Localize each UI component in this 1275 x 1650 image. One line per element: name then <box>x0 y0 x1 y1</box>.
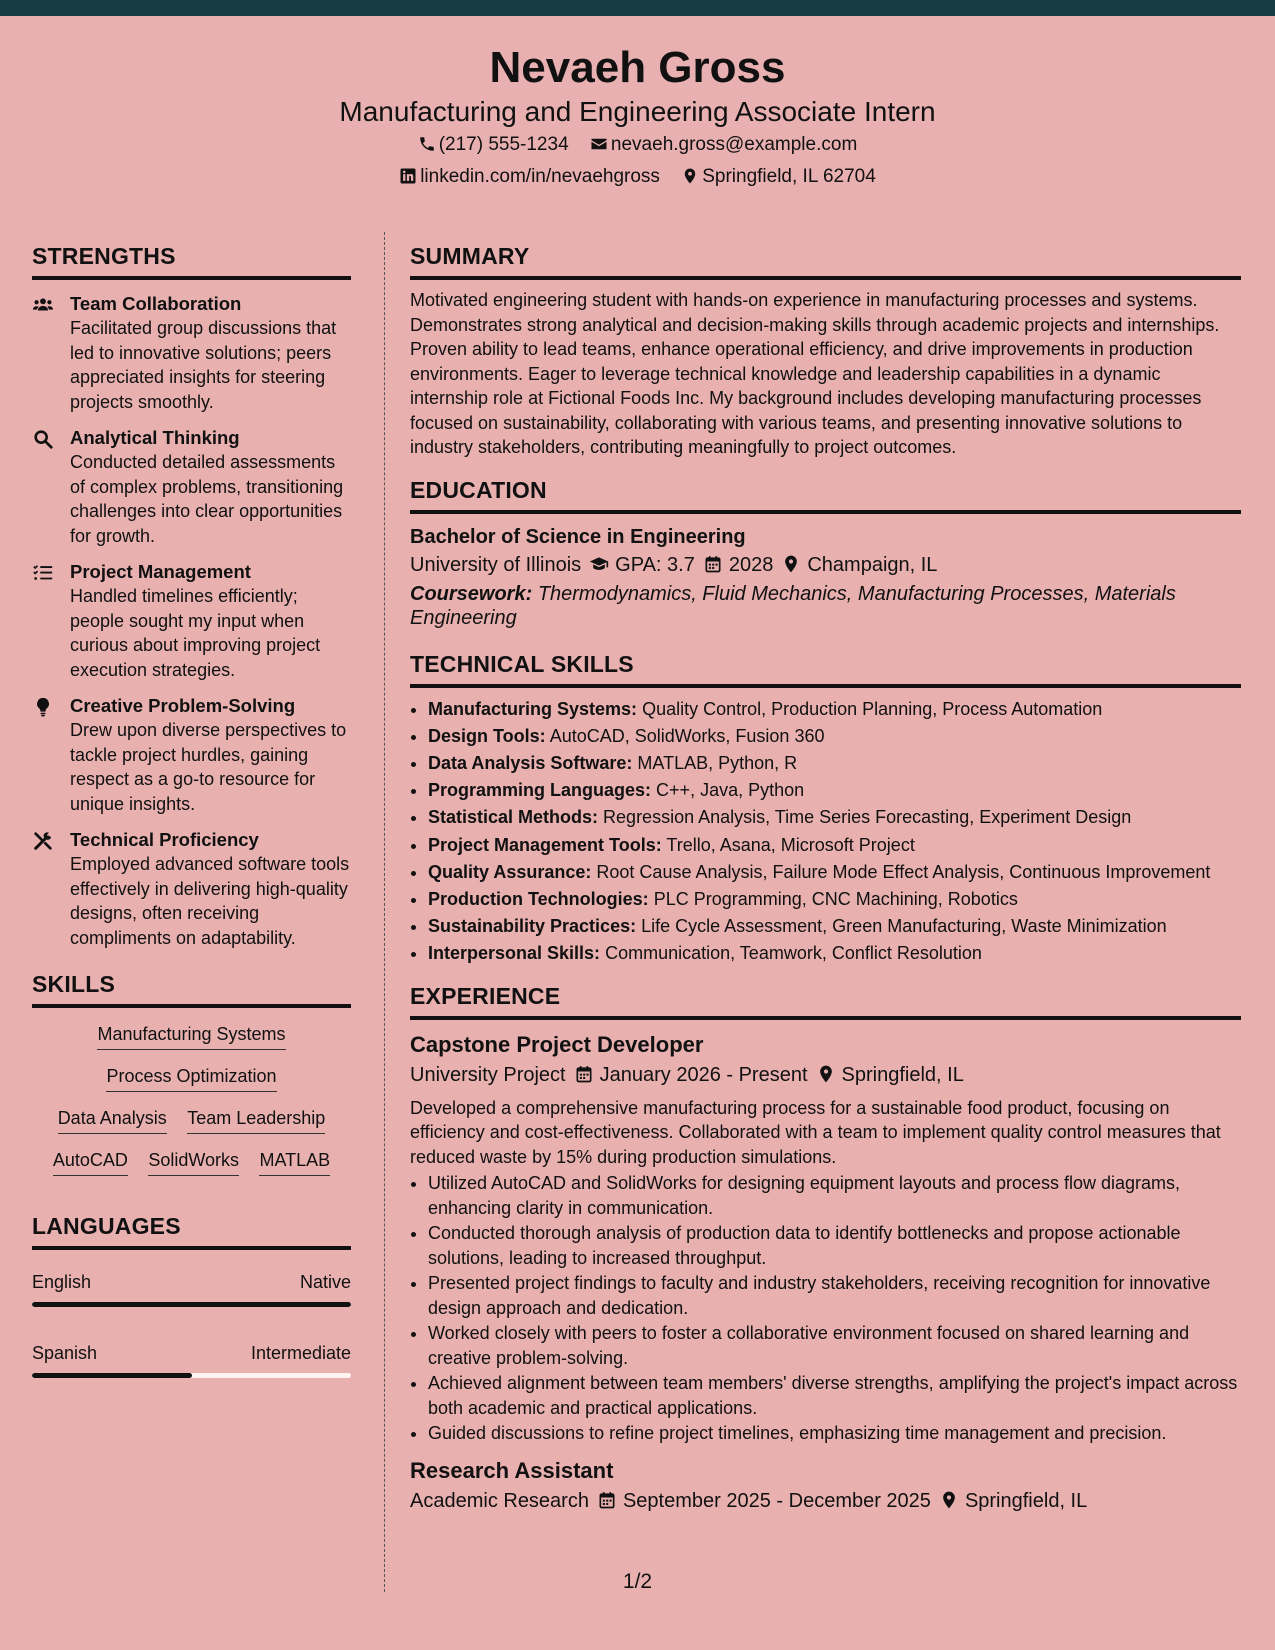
job-org: Academic Research <box>410 1489 589 1512</box>
contact-line-2 <box>0 161 1275 193</box>
job-meta <box>410 1486 1241 1516</box>
list-item <box>428 804 1241 831</box>
language-bar <box>32 1302 351 1307</box>
job-meta <box>410 1060 1241 1090</box>
technical-skills-heading: TECHNICAL SKILLS <box>410 648 1241 688</box>
strength-desc: Employed advanced software tools effectively in delivering high-quality designs, often receiving compliments on adaptability. <box>70 854 350 948</box>
linkedin-contact[interactable] <box>399 166 665 187</box>
email-contact[interactable] <box>590 134 857 155</box>
job-dates: January 2026 - Present <box>599 1063 808 1086</box>
envelope-icon <box>590 135 608 153</box>
language-level: Intermediate <box>250 1343 351 1363</box>
list-item: • Achieved alignment between team members' diverse strengths, amplifying the project's impact across both academic and practical applications. <box>428 1371 1241 1420</box>
job-description: Developed a comprehensive manufacturing process for a sustainable food product, focusing on efficiency and cost-effectiveness. Collaborated with a team to implement quality control measures that reduced waste by 15% during production simulations. <box>410 1097 1221 1167</box>
skill-label: Interpersonal Skills: <box>428 943 601 964</box>
strength-desc: Handled timelines efficiently; people sought my input when curious about improving project execution strategies. <box>70 586 321 680</box>
job-dates: September 2025 - December 2025 <box>622 1489 931 1512</box>
calendar-icon <box>597 1490 617 1510</box>
education-gpa: GPA: 3.7 <box>615 553 695 576</box>
calendar-icon <box>574 1064 594 1084</box>
strength-item <box>32 292 351 414</box>
job-entry <box>410 1030 1241 1446</box>
list-item <box>428 723 1241 750</box>
left-column <box>32 240 351 1378</box>
strength-item <box>32 426 351 548</box>
strength-item <box>32 560 351 682</box>
email-text[interactable]: nevaeh.gross@example.com <box>610 134 858 156</box>
strengths-heading: STRENGTHS <box>32 240 351 280</box>
job-title: Capstone Project Developer <box>410 1031 704 1057</box>
skill-tag: SolidWorks <box>148 1148 239 1176</box>
list-item <box>428 750 1241 777</box>
skill-value: AutoCAD, SolidWorks, Fusion 360 <box>549 725 825 746</box>
technical-skills-list <box>410 696 1241 968</box>
strength-desc: Drew upon diverse perspectives to tackle project hurdles, gaining respect as a go-to resource for unique insights. <box>70 720 347 814</box>
job-org: University Project <box>410 1063 566 1086</box>
experience-heading: EXPERIENCE <box>410 980 1241 1020</box>
skill-value: Communication, Teamwork, Conflict Resolution <box>605 943 982 964</box>
linkedin-icon <box>399 167 417 185</box>
strength-title: Project Management <box>70 561 251 582</box>
page-number: 1/2 <box>622 1570 653 1593</box>
skill-label: Design Tools: <box>428 725 546 746</box>
skill-tag: Process Optimization <box>106 1064 276 1092</box>
education-heading: EDUCATION <box>410 474 1241 514</box>
list-item: • Guided discussions to refine project timelines, emphasizing time management and precision. <box>428 1421 1241 1446</box>
list-item <box>428 940 1241 967</box>
education-location: Champaign, IL <box>807 553 938 576</box>
skill-label: Project Management Tools: <box>428 834 662 855</box>
summary-heading: SUMMARY <box>410 240 1241 280</box>
skill-value: C++, Java, Python <box>656 780 805 801</box>
top-accent-bar <box>0 0 1275 16</box>
phone-contact <box>418 134 574 155</box>
language-level: Native <box>299 1272 351 1292</box>
skill-row <box>32 1106 351 1134</box>
list-item <box>428 832 1241 859</box>
skill-row <box>32 1064 351 1092</box>
job-bullets <box>410 1171 1241 1446</box>
strength-title: Technical Proficiency <box>70 829 259 850</box>
map-pin-icon <box>781 554 801 574</box>
skill-tag: AutoCAD <box>53 1148 128 1176</box>
graduation-cap-icon <box>589 554 609 574</box>
skills-heading: SKILLS <box>32 968 351 1008</box>
language-bar-fill <box>32 1373 192 1378</box>
job-title: Research Assistant <box>410 1457 614 1483</box>
phone-icon <box>418 135 436 153</box>
tools-icon <box>32 830 54 852</box>
strength-item <box>32 828 351 950</box>
job-location: Springfield, IL <box>841 1063 964 1086</box>
calendar-icon <box>703 554 723 574</box>
resume-header <box>0 16 1275 204</box>
skill-value: PLC Programming, CNC Machining, Robotics <box>653 888 1018 909</box>
skill-value: Life Cycle Assessment, Green Manufacturing, Waste Minimization <box>641 916 1167 937</box>
coursework <box>410 582 1241 630</box>
list-item <box>428 696 1241 723</box>
strength-item <box>32 694 351 816</box>
skill-tag: Team Leadership <box>187 1106 325 1134</box>
skills-list <box>32 1008 351 1176</box>
language-name: Spanish <box>32 1343 98 1363</box>
skill-value: Root Cause Analysis, Failure Mode Effect Analysis, Continuous Improvement <box>596 861 1211 882</box>
education-degree: Bachelor of Science in Engineering <box>410 525 746 548</box>
map-pin-icon <box>816 1064 836 1084</box>
education-year: 2028 <box>728 553 774 576</box>
candidate-title: Manufacturing and Engineering Associate Intern <box>339 96 936 128</box>
language-item <box>32 1270 351 1307</box>
strength-title: Analytical Thinking <box>70 427 240 448</box>
skill-tag: Data Analysis <box>58 1106 167 1134</box>
right-column <box>410 240 1241 1516</box>
map-pin-icon <box>939 1490 959 1510</box>
list-item: • Conducted thorough analysis of production data to identify bottlenecks and propose actionable solutions, leading to increased throughput. <box>428 1221 1241 1270</box>
coursework-text: Thermodynamics, Fluid Mechanics, Manufacturing Processes, Materials Engineering <box>410 582 1176 629</box>
list-item <box>428 859 1241 886</box>
list-item <box>428 913 1241 940</box>
skill-label: Programming Languages: <box>428 780 652 801</box>
users-icon <box>32 294 54 316</box>
summary-text: Motivated engineering student with hands-on experience in manufacturing processes and systems. Demonstrates strong analytical and decision-making skills through academic projects and internships. Proven ability to lead teams, enhance operational efficiency, and drive improvements in production environments. Eager to leverage technical knowledge and leadership capabilities in a dynamic internship role at Fictional Foods Inc. My background includes developing manufacturing processes focused on sustainability, collaborating with various teams, and presenting innovative solutions to industry stakeholders, contributing meaningfully to project outcomes. <box>410 290 1220 457</box>
education-meta <box>410 550 1241 580</box>
skill-value: Trello, Asana, Microsoft Project <box>666 834 915 855</box>
list-check-icon <box>32 562 54 584</box>
location-text: Springfield, IL 62704 <box>702 166 876 188</box>
skill-label: Statistical Methods: <box>428 807 599 828</box>
map-pin-icon <box>681 167 699 185</box>
list-item: • Utilized AutoCAD and SolidWorks for designing equipment layouts and process flow diagrams, enhancing clarity in communication. <box>428 1171 1241 1220</box>
strength-desc: Facilitated group discussions that led to innovative solutions; peers appreciated insights for steering projects smoothly. <box>70 318 337 412</box>
list-item <box>428 777 1241 804</box>
language-bar <box>32 1373 351 1378</box>
job-location: Springfield, IL <box>964 1489 1088 1512</box>
contact-line-1 <box>0 129 1275 161</box>
coursework-label: Coursework: <box>410 582 533 605</box>
skill-row <box>32 1022 351 1050</box>
language-item <box>32 1341 351 1378</box>
strength-title: Creative Problem-Solving <box>70 695 296 716</box>
language-name: English <box>32 1272 92 1292</box>
phone-text: (217) 555-1234 <box>438 134 569 156</box>
strength-desc: Conducted detailed assessments of complex problems, transitioning challenges into clear opportunities for growth. <box>70 452 344 546</box>
list-item: • Presented project findings to faculty and industry stakeholders, receiving recognition for innovative design approach and dedication. <box>428 1271 1241 1320</box>
language-bar-fill <box>32 1302 351 1307</box>
skill-label: Quality Assurance: <box>428 861 592 882</box>
skill-label: Manufacturing Systems: <box>428 698 638 719</box>
skill-tag: MATLAB <box>259 1148 330 1176</box>
strength-title: Team Collaboration <box>70 293 242 314</box>
skill-value: Regression Analysis, Time Series Forecasting, Experiment Design <box>603 807 1132 828</box>
education-school: University of Illinois <box>410 553 582 576</box>
candidate-name: Nevaeh Gross <box>489 43 786 92</box>
skill-label: Production Technologies: <box>428 888 649 909</box>
skill-label: Sustainability Practices: <box>428 916 637 937</box>
linkedin-text[interactable]: linkedin.com/in/nevaehgross <box>420 166 660 188</box>
languages-heading: LANGUAGES <box>32 1210 351 1250</box>
list-item: • Worked closely with peers to foster a collaborative environment focused on shared learning and creative problem-solving. <box>428 1321 1241 1370</box>
skill-tag: Manufacturing Systems <box>97 1022 285 1050</box>
lightbulb-icon <box>32 696 54 718</box>
location-contact <box>681 166 876 187</box>
list-item <box>428 886 1241 913</box>
search-icon <box>32 428 54 450</box>
column-divider <box>384 232 385 1592</box>
job-entry <box>410 1456 1241 1516</box>
skill-value: Quality Control, Production Planning, Process Automation <box>642 698 1103 719</box>
skill-row <box>32 1148 351 1176</box>
skill-value: MATLAB, Python, R <box>637 752 798 773</box>
skill-label: Data Analysis Software: <box>428 752 633 773</box>
